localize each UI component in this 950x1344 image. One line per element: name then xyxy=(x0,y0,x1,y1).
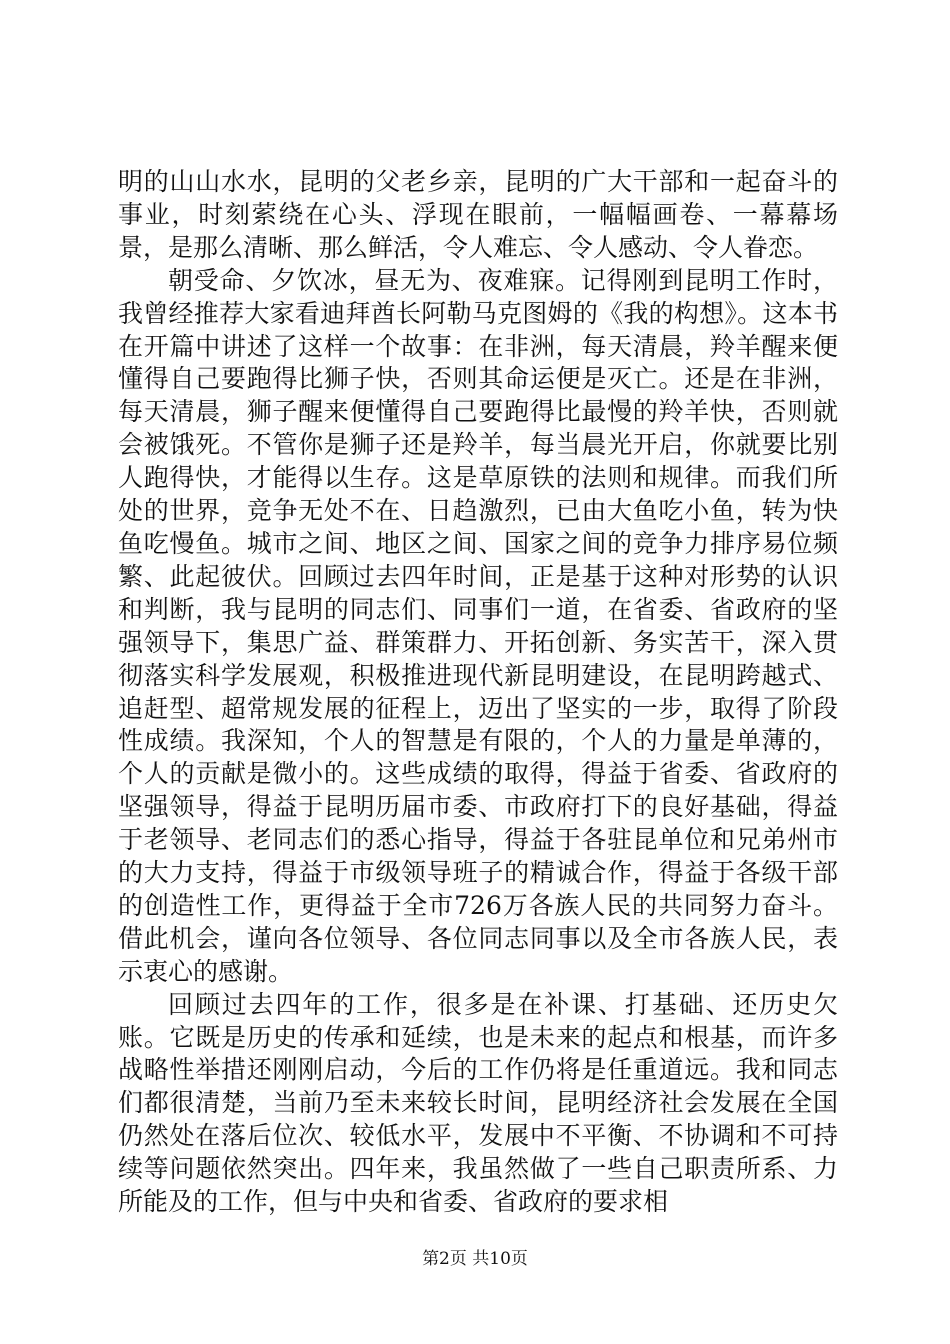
document-body xyxy=(118,166,838,1219)
page-footer: 第2页 共10页 xyxy=(422,1249,528,1269)
paragraph-3: 回顾过去四年的工作，很多是在补课、打基础、还历史欠账。它既是历史的传承和延续，也是未来的起点和根基，而许多战略性举措还刚刚启动，今后的工作仍将是任重道远。我和同志们都很清楚，当前乃至未来较长时间，昆明经济社会发展在全国仍然处在落后位次、较低水平，发展中不平衡、不协调和不可持续等问题依然突出。四年来，我虽然做了一些自己职责所系、力所能及的工作，但与中央和省委、省政府的要求相 xyxy=(118,989,838,1217)
paragraph-1: 明的山山水水，昆明的父老乡亲，昆明的广大干部和一起奋斗的事业，时刻萦绕在心头、浮现在眼前，一幅幅画卷、一幕幕场景，是那么清晰、那么鲜活，令人难忘、令人感动、令人眷恋。 xyxy=(118,167,838,262)
paragraph-2: 朝受命、夕饮冰，昼无为、夜难寐。记得刚到昆明工作时，我曾经推荐大家看迪拜酋长阿勒马克图姆的《我的构想》。这本书在开篇中讲述了这样一个故事：在非洲，每天清晨，羚羊醒来便懂得自己要跑得比狮子快，否则其命运便是灭亡。还是在非洲，每天清晨，狮子醒来便懂得自己要跑得比最慢的羚羊快，否则就会被饿死。不管你是狮子还是羚羊，每当晨光开启，你就要比别人跑得快，才能得以生存。这是草原铁的法则和规律。而我们所处的世界，竞争无处不在、日趋激烈，已由大鱼吃小鱼，转为快鱼吃慢鱼。城市之间、地区之间、国家之间的竞争力排序易位频繁、此起彼伏。回顾过去四年时间，正是基于这种对形势的认识和判断，我与昆明的同志们、同事们一道，在省委、省政府的坚强领导下，集思广益、群策群力、开拓创新、务实苦干，深入贯彻落实科学发展观，积极推进现代新昆明建设，在昆明跨越式、追赶型、超常规发展的征程上，迈出了坚实的一步，取得了阶段性成绩。我深知，个人的智慧是有限的，个人的力量是单薄的，个人的贡献是微小的。这些成绩的取得，得益于省委、省政府的坚强领导，得益于昆明历届市委、市政府打下的良好基础，得益于老领导、老同志们的悉心指导，得益于各驻昆单位和兄弟州市的大力支持，得益于市级领导班子的精诚合作，得益于各级干部的创造性工作，更得益于全市726万各族人民的共同努力奋斗。借此机会，谨向各位领导、各位同志同事以及全市各族人民，表示衷心的感谢。 xyxy=(118,265,838,986)
